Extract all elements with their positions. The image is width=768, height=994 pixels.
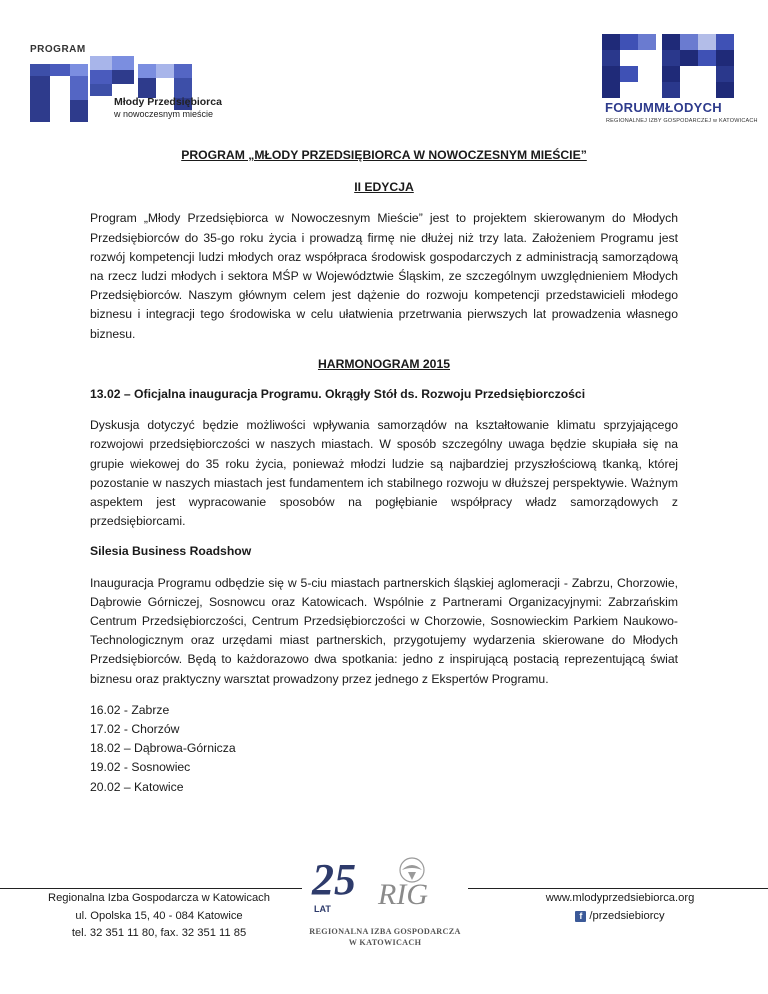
mpm-logo-title: Młody Przedsiębiorca xyxy=(114,96,222,108)
document-body xyxy=(90,146,678,797)
fm-logo-mark xyxy=(602,34,738,98)
date-item: 20.02 – Katowice xyxy=(90,779,184,794)
roadshow-description: Inauguracja Programu odbędzie się w 5-ciu miastach partnerskich śląskiej aglomeracji - Zabrzu, Chorzowie, Dąbrowie Górniczej, Sosnowcu oraz Katowicach. Wspólnie z Partnerami Organizacyjnymi: Zabrzańskim Centrum Przedsiębiorczości, Centrum Przedsiębiorczości w Chorzowie, Sosnowieckim Parkiem Naukowo-Technologicznym oraz urzędami miast partnerskich, przygotujemy wydarzenia skierowane do Młodych Przedsiębiorców. Będą to każdorazowo dwa spotkania: jedno z inspirującą postacią reprezentującą świat biznesu oraz praktyczny warsztat prowadzony przez jednego z Ekspertów Programu. xyxy=(90,575,678,686)
fm-logo-title: FORUMMŁODYCH xyxy=(605,100,722,115)
event-heading: 13.02 – Oficjalna inauguracja Programu. Okrągły Stół ds. Rozwoju Przedsiębiorczości xyxy=(90,387,586,402)
rig-logo-org-line1: REGIONALNA IZBA GOSPODARCZA xyxy=(309,927,461,936)
event-description: Dyskusja dotyczyć będzie możliwości wpływania samorządów na kształtowanie klimatu sprzyjającego rozwojowi przedsiębiorczości w naszych miastach. W sposób szczególny uwaga będzie skupiała się na grupie wiekowej do 35 roku życia, ponieważ młodzi ludzie są najbardziej przyszłościową tkanką, której pozostanie w naszych miastach jest fundamentem ich stabilnego rozwoju w dłuższej perspektywie. Ważnym aspektem jest wypracowanie sposobów na pogłębianie współpracy władz samorządowych z przedsiębiorcami. xyxy=(90,418,678,529)
mpm-logo xyxy=(30,34,230,134)
date-item: 18.02 – Dąbrowa-Górnicza xyxy=(90,741,236,756)
website-link[interactable]: www.mlodyprzedsiebiorca.org xyxy=(545,892,695,904)
roadshow-heading: Silesia Business Roadshow xyxy=(90,544,252,559)
date-item: 16.02 - Zabrze xyxy=(90,702,170,717)
footer-divider-left xyxy=(0,888,302,889)
footer-phone: tel. 32 351 11 80, fax. 32 351 11 85 xyxy=(71,927,247,939)
rig-logo-monogram: RIG xyxy=(378,878,428,911)
footer-divider-right xyxy=(468,888,768,889)
facebook-handle: /przedsiebiorcy xyxy=(589,909,665,922)
footer-address xyxy=(30,890,288,943)
edition-label: II EDYCJA xyxy=(354,180,414,195)
rig-logo-org-line2: W KATOWICACH xyxy=(348,938,422,947)
rig-logo-lat: LAT xyxy=(314,904,331,914)
mpm-logo-subtitle: w nowoczesnym mieście xyxy=(114,109,214,119)
fm-logo-subtitle: REGIONALNEJ IZBY GOSPODARCZEJ w KATOWICACH xyxy=(606,118,758,124)
intro-paragraph: Program „Młody Przedsiębiorca w Nowoczesnym Mieście” jest to projektem skierowanym do Młodych Przedsiębiorców do 35-go roku życia i prowadzą firmę nie dłużej niż trzy lata. Założeniem Programu jest rozwój kompetencji ludzi młodych oraz współpraca środowisk gospodarczych z administracją samorządową na rzecz ludzi młodych i sektora MŚP w Województwie Śląskim, ze szczególnym uwzględnieniem Młodych Przedsiębiorców. Naszym głównym celem jest dążenie do rozwoju kompetencji przedstawicieli młodego biznesu i integracji tego środowiska w celu ułatwienia przetrwania pierwszych lat prowadzenia własnego biznesu. xyxy=(90,211,678,341)
schedule-heading: HARMONOGRAM 2015 xyxy=(317,356,451,371)
dates-list xyxy=(90,701,678,797)
facebook-link[interactable] xyxy=(575,908,664,926)
mpm-logo-program-label: PROGRAM xyxy=(30,44,86,55)
date-item: 19.02 - Sosnowiec xyxy=(90,760,191,775)
footer-street: ul. Opolska 15, 40 - 084 Katowice xyxy=(75,909,243,922)
footer-contact xyxy=(520,890,720,925)
rig-25-logo xyxy=(300,855,470,985)
forum-mlodych-logo xyxy=(602,34,758,134)
document-title: PROGRAM „MŁODY PRZEDSIĘBIORCA W NOWOCZESNYM MIEŚCIE” xyxy=(181,148,587,162)
date-item: 17.02 - Chorzów xyxy=(90,722,180,737)
facebook-icon: f xyxy=(575,911,586,922)
footer-org-name: Regionalna Izba Gospodarcza w Katowicach xyxy=(47,892,270,904)
rig-logo-number: 25 xyxy=(312,855,356,904)
